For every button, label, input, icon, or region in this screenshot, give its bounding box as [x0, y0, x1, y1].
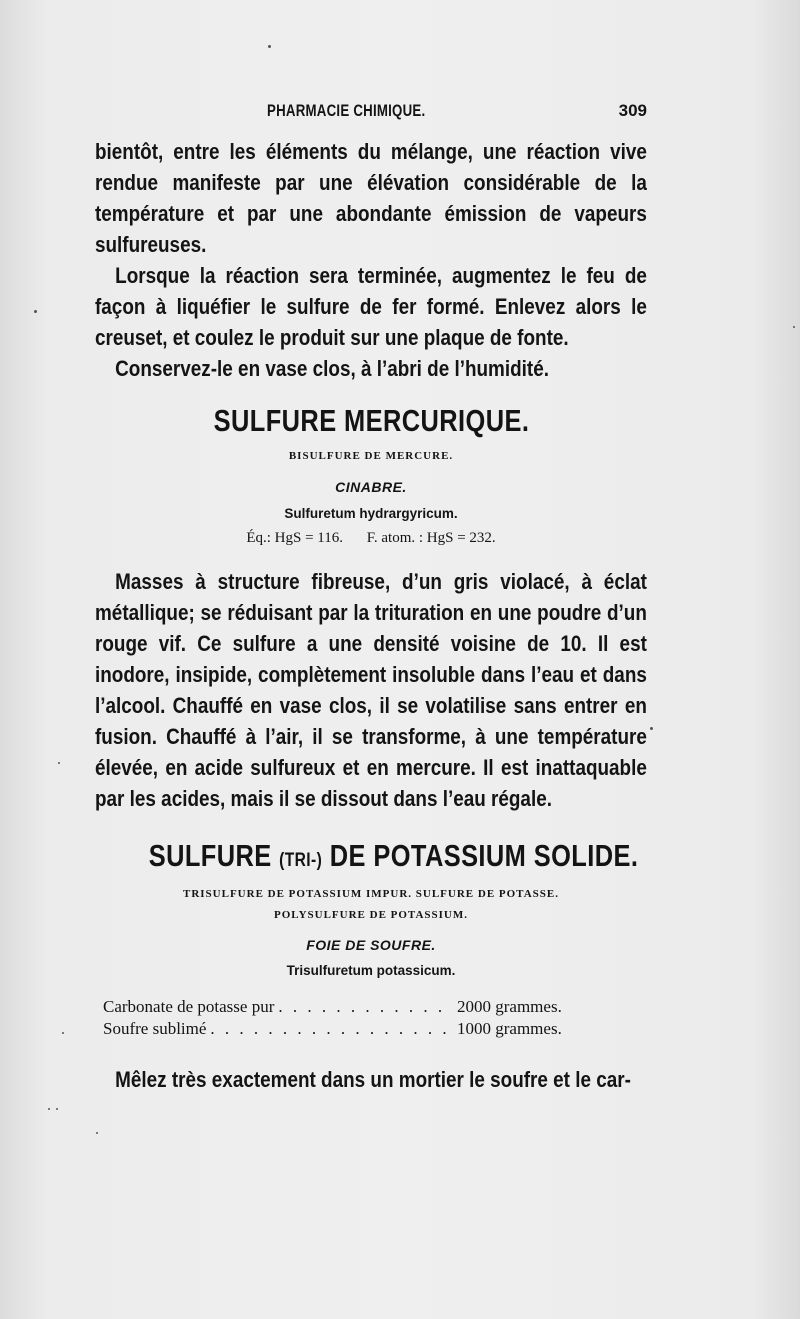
synonym: BISULFURE DE MERCURE. [288, 450, 454, 462]
page-number: 309 [618, 101, 647, 120]
intro-text [95, 136, 647, 384]
paragraph: Mêlez très exactement dans un mortier le soufre et le car- [115, 1067, 631, 1092]
scan-speck [34, 310, 37, 313]
scan-speck [56, 1108, 58, 1110]
dot-leader [210, 1018, 453, 1040]
ingredient-name: Soufre sublimé [103, 1019, 207, 1038]
formula-line [95, 530, 647, 547]
common-name: CINABRE. [335, 479, 407, 495]
paragraph: Masses à structure fibreuse, d’un gris violacé, à éclat métallique; se réduisant par la trituration en une poudre d’un rouge vif. Ce sulfure a une densité voisine de 10. Il est inodore, insipide, complètement insoluble dans l’eau et dans l’alcool. Chauffé en vase clos, il se volatilise sans entrer en fusion. Chauffé à l’air, il se transforme, à une température élevée, en acide sulfureux et en mercure. Il est inattaquable par les acides, mais il se dissout dans l’eau régale. [95, 569, 647, 811]
paragraph: Lorsque la réaction sera terminée, augmentez le feu de façon à liquéfier le sulfure de fer formé. Enlevez alors le creuset, et coulez le produit sur une plaque de fonte. [95, 263, 647, 350]
latin-name: Trisulfuretum potassicum. [286, 963, 456, 978]
paragraph-continuation: bientôt, entre les éléments du mélange, une réaction vive rendue manifeste par une élévation considérable de la température et par une abondante émission de vapeurs sulfureuses. [95, 139, 647, 257]
scan-speck [58, 762, 60, 764]
recipe-row [103, 996, 597, 1018]
synonym: POLYSULFURE DE POTASSIUM. [273, 909, 468, 921]
section-body [95, 566, 647, 814]
scan-speck [650, 727, 653, 730]
scan-speck [793, 326, 795, 328]
running-title: PHARMACIE CHIMIQUE. [267, 101, 426, 120]
scan-speck [62, 1032, 64, 1034]
section-title: SULFURE MERCURIQUE. [213, 403, 529, 438]
latin-name: Sulfuretum hydrargyricum. [284, 506, 458, 521]
ingredient-quantity: 1000 grammes. [457, 1019, 562, 1038]
equivalent-formula: Éq.: HgS = 116. [246, 530, 343, 546]
section-title: SULFURE (TRI-) DE POTASSIUM SOLIDE. [148, 838, 639, 873]
synonym: TRISULFURE DE POTASSIUM IMPUR. SULFURE DE POTASSE. [183, 888, 559, 900]
dot-leader [278, 996, 453, 1018]
ingredient-name: Carbonate de potasse pur [103, 997, 275, 1016]
atomic-formula: F. atom. : HgS = 232. [366, 530, 496, 546]
recipe-row [103, 1018, 597, 1040]
paragraph: Conservez-le en vase clos, à l’abri de l’humidité. [115, 356, 549, 381]
recipe-list [103, 996, 597, 1040]
title-prefix-small: (TRI-) [279, 850, 323, 871]
scan-speck [268, 45, 271, 48]
running-header [95, 101, 647, 129]
scan-speck [48, 1108, 50, 1110]
section-body [95, 1064, 647, 1095]
scan-speck [96, 1132, 98, 1134]
common-name: FOIE DE SOUFRE. [306, 937, 436, 953]
ingredient-quantity: 2000 grammes. [457, 997, 562, 1016]
